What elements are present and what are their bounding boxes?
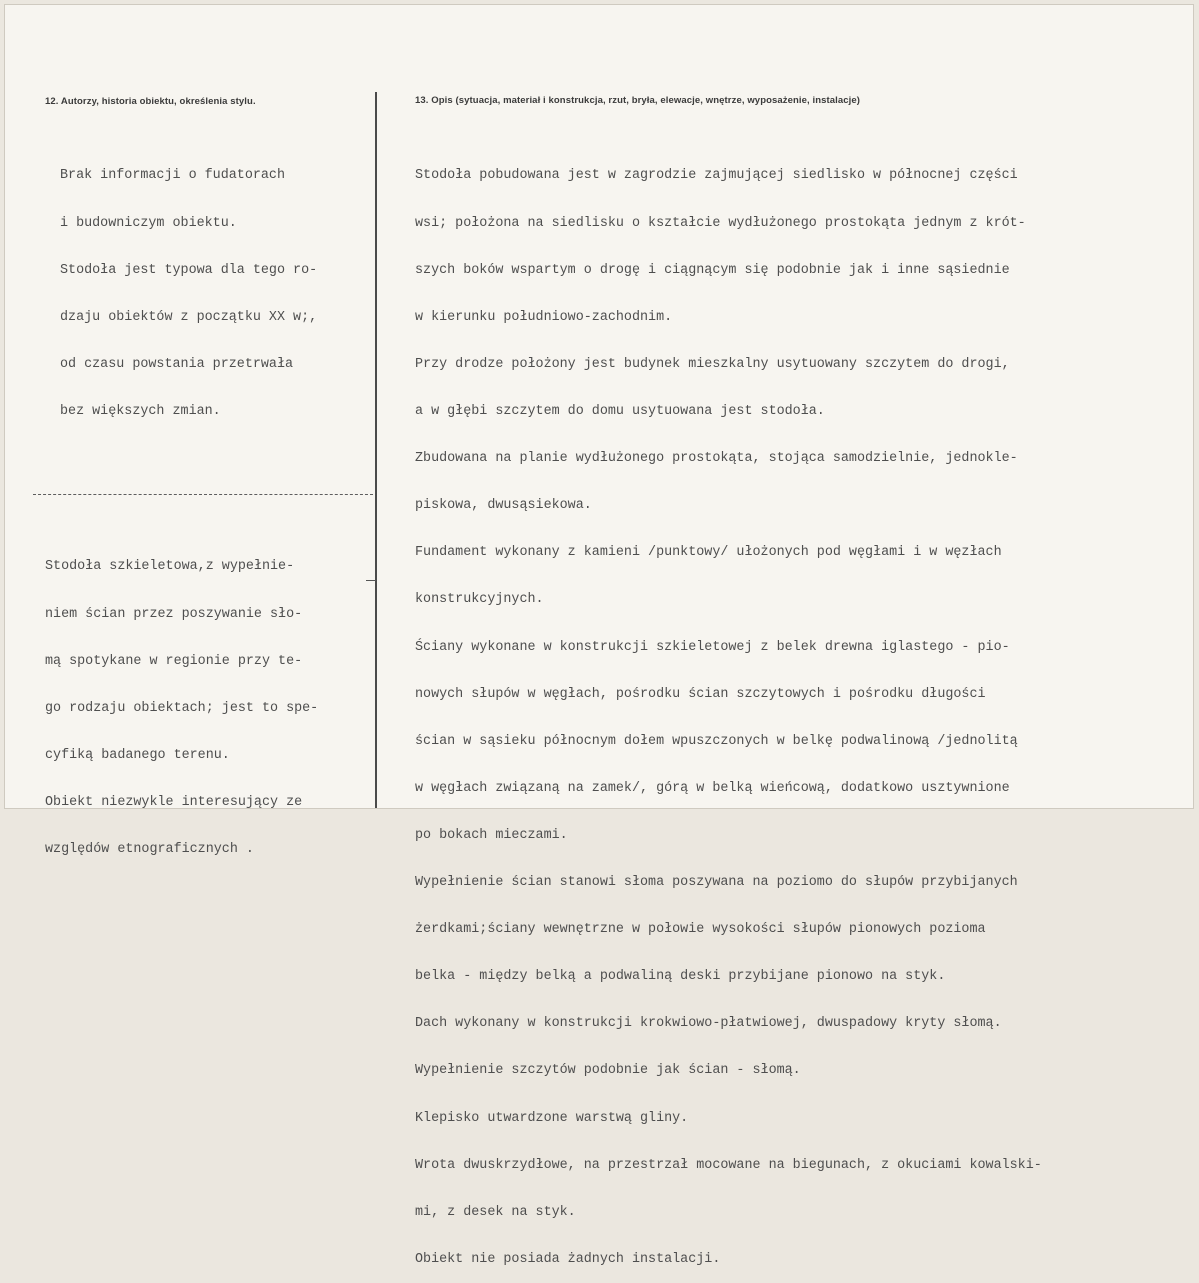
text-line: piskowa, dwusąsiekowa. [415,498,592,514]
text-line: cyfiką badanego terenu. [45,747,230,763]
right-description-text [415,137,1042,1283]
text-line: Zbudowana na planie wydłużonego prostokąta, stojąca samodzielnie, jednokle- [415,451,1018,467]
text-line: go rodzaju obiektach; jest to spe- [45,700,319,716]
text-line: Wrota dwuskrzydłowe, na przestrzał mocowane na biegunach, z okuciami kowalski- [415,1157,1042,1173]
text-line: niem ścian przez poszywanie sło- [45,606,303,622]
dashed-separator [33,494,373,495]
text-line: i budowniczym obiektu. [60,215,237,231]
text-line: szych boków wspartym o drogę i ciągnącym się podobnie jak i inne sąsiednie [415,262,1010,278]
text-line: Stodoła jest typowa dla tego ro- [60,262,318,278]
text-line: bez większych zmian. [60,403,221,419]
left-bottom-text [45,528,318,873]
text-line: wsi; położona na siedlisku o kształcie wydłużonego prostokąta jednym z krót- [415,215,1026,231]
text-line: Obiekt niezwykle interesujący ze [45,794,303,810]
text-line: Ściany wykonane w konstrukcji szkieletowej z belek drewna iglastego - pio- [415,639,1010,655]
text-line: Stodoła szkieletowa,z wypełnie- [45,559,295,575]
text-line: mą spotykane w regionie przy te- [45,653,303,669]
text-line: żerdkami;ściany wewnętrzne w połowie wysokości słupów pionowych pozioma [415,922,986,938]
text-line: Klepisko utwardzone warstwą gliny. [415,1110,689,1126]
text-line: Stodoła pobudowana jest w zagrodzie zajmującej siedlisko w północnej części [415,168,1018,184]
text-line: Dach wykonany w konstrukcji krokwiowo-płatwiowej, dwuspadowy kryty słomą. [415,1016,1002,1032]
text-line: od czasu powstania przetrwała [60,356,294,372]
text-line: Przy drodze położony jest budynek mieszkalny usytuowany szczytem do drogi, [415,356,1010,372]
text-line: Wypełnienie szczytów podobnie jak ścian - słomą. [415,1063,801,1079]
text-line: nowych słupów w węgłach, pośrodku ścian szczytowych i pośrodku długości [415,686,986,702]
text-line: po bokach mieczami. [415,827,568,843]
text-line: względów etnograficznych . [45,842,254,858]
text-line: ścian w sąsieku północnym dołem wpuszczonych w belkę podwalinową /jednolitą [415,733,1018,749]
text-line: belka - między belką a podwaliną deski przybijane pionowo na styk. [415,969,946,985]
right-section-heading: 13. Opis (sytuacja, materiał i konstrukcja, rzut, bryła, elewacje, wnętrze, wyposażenie, instalacje) [415,95,861,106]
column-divider [375,92,377,808]
text-line: Brak informacji o fudatorach [60,168,285,184]
text-line: dzaju obiektów z początku XX w;, [60,309,318,325]
text-line: Fundament wykonany z kamieni /punktowy/ ułożonych pod węgłami i w węzłach [415,545,1002,561]
text-line: Wypełnienie ścian stanowi słoma poszywana na poziomo do słupów przybijanych [415,875,1018,891]
text-line: w kierunku południowo-zachodnim. [415,309,673,325]
text-line: mi, z desek na styk. [415,1204,576,1220]
left-section-heading: 12. Autorzy, historia obiektu, określenia stylu. [45,96,256,107]
divider-tick [366,580,376,581]
left-top-text [60,137,317,435]
text-line: a w głębi szczytem do domu usytuowana jest stodoła. [415,403,825,419]
text-line: w węgłach związaną na zamek/, górą w belką wieńcową, dodatkowo usztywnione [415,780,1010,796]
text-line: Obiekt nie posiada żadnych instalacji. [415,1251,721,1267]
text-line: konstrukcyjnych. [415,592,544,608]
